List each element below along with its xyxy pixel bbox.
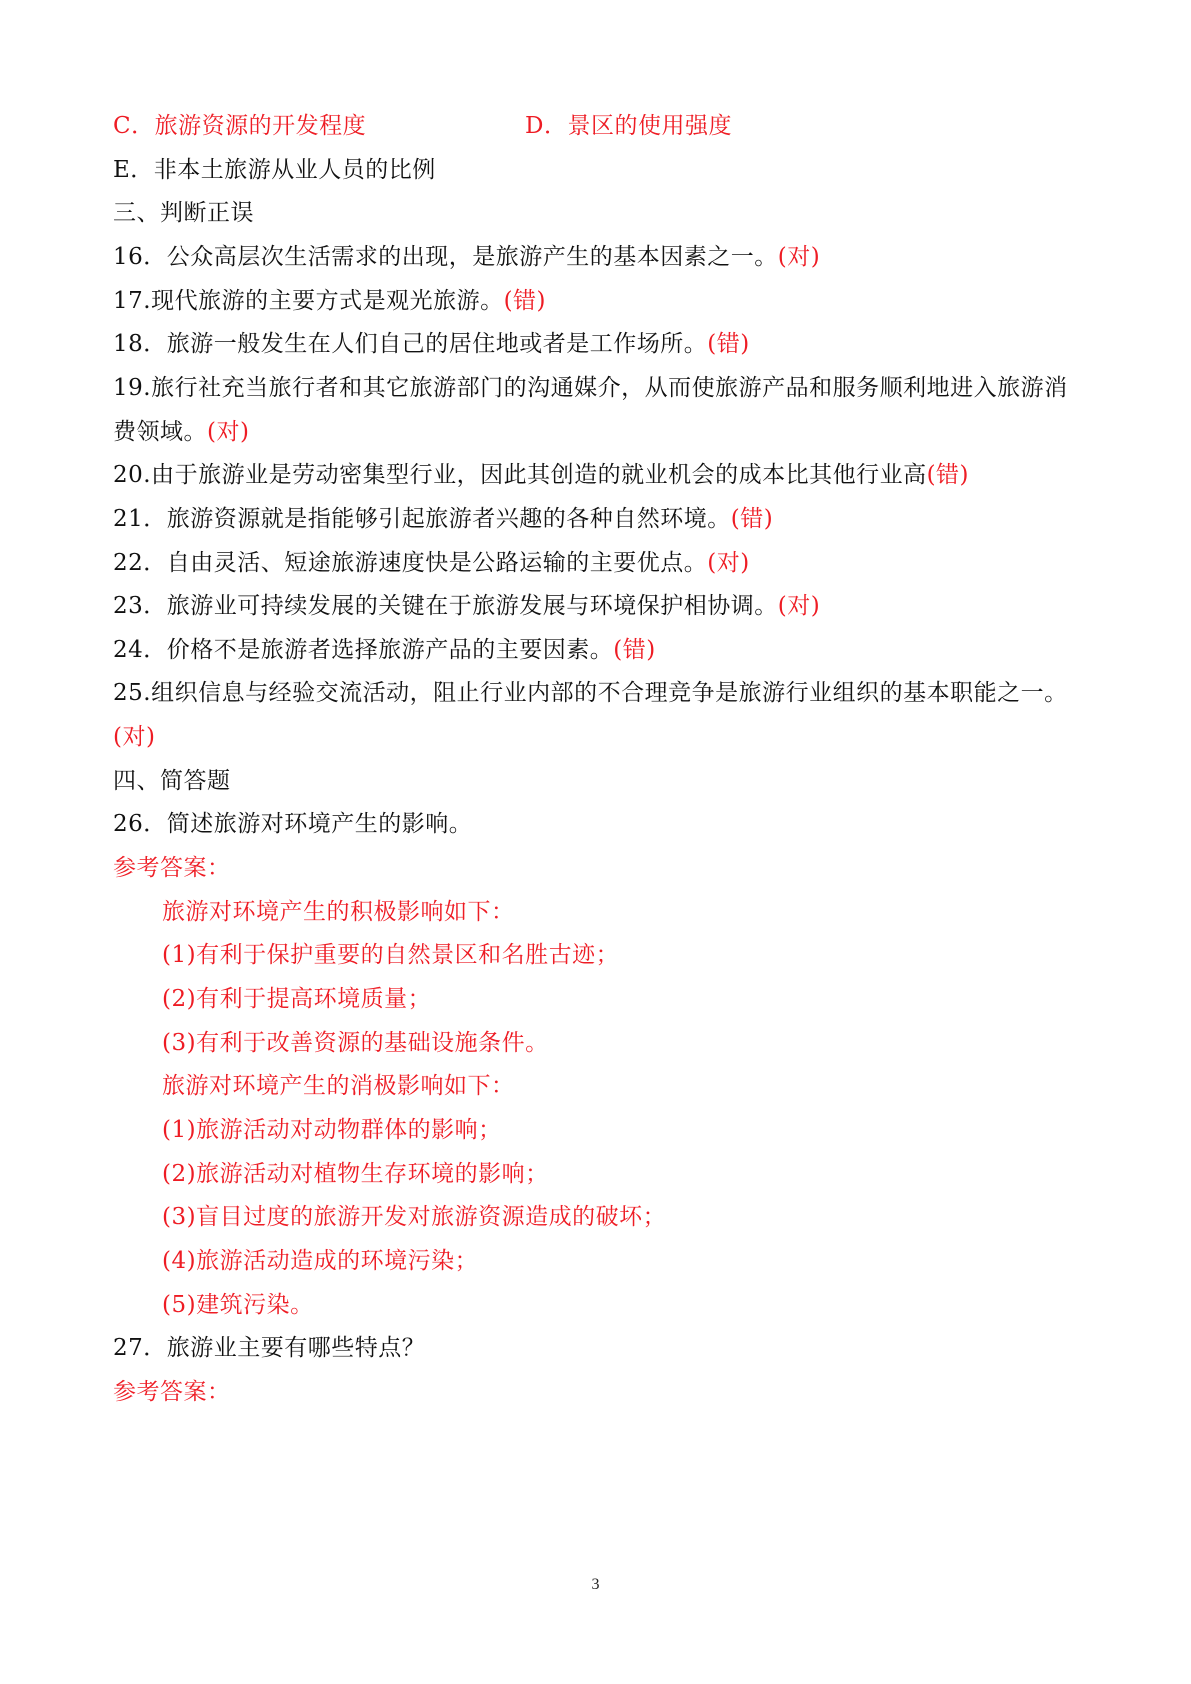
judgment-item xyxy=(113,459,969,491)
option-e: E．非本土旅游从业人员的比例 xyxy=(113,157,436,183)
question-27: 27．旅游业主要有哪些特点？ xyxy=(113,1335,426,1361)
judgment-text: 20.由于旅游业是劳动密集型行业，因此其创造的就业机会的成本比其他行业高 xyxy=(113,462,927,488)
page-number: 3 xyxy=(591,1576,600,1593)
judgment-answer: (对) xyxy=(207,419,250,445)
judgment-item xyxy=(113,285,546,317)
negative-title: 旅游对环境产生的消极影响如下： xyxy=(162,1073,515,1099)
list-item: (2)有利于提高环境质量； xyxy=(162,986,432,1012)
positive-title: 旅游对环境产生的积极影响如下： xyxy=(162,899,515,925)
judgment-item xyxy=(113,328,750,360)
judgment-answer: (对) xyxy=(707,550,750,576)
judgment-text: 23．旅游业可持续发展的关键在于旅游发展与环境保护相协调。 xyxy=(113,593,778,619)
judgment-answer: (对) xyxy=(113,724,156,750)
list-item: (5)建筑污染。 xyxy=(162,1292,314,1318)
judgment-item xyxy=(113,241,820,273)
judgment-item xyxy=(113,503,773,535)
judgment-text: 16．公众高层次生活需求的出现，是旅游产生的基本因素之一。 xyxy=(113,244,778,270)
judgment-text: 17.现代旅游的主要方式是观光旅游。 xyxy=(113,288,504,314)
judgment-answer: (错) xyxy=(707,331,750,357)
section-title-judgment: 三、判断正误 xyxy=(113,200,254,226)
list-item: (3)盲目过度的旅游开发对旅游资源造成的破坏； xyxy=(162,1204,667,1230)
question-26: 26．简述旅游对环境产生的影响。 xyxy=(113,811,473,837)
judgment-item xyxy=(113,416,249,448)
judgment-text-cont: 费领域。 xyxy=(113,419,207,445)
judgment-text: 21．旅游资源就是指能够引起旅游者兴趣的各种自然环境。 xyxy=(113,506,731,532)
judgment-text: 19.旅行社充当旅行者和其它旅游部门的沟通媒介，从而使旅游产品和服务顺利地进入旅游消 xyxy=(113,375,1068,401)
answer-label: 参考答案： xyxy=(113,855,231,881)
judgment-answer: (对) xyxy=(777,244,821,270)
judgment-text: 22．自由灵活、短途旅游速度快是公路运输的主要优点。 xyxy=(113,550,708,576)
judgment-item xyxy=(113,547,750,579)
judgment-answer: (错) xyxy=(730,506,774,532)
judgment-text: 24．价格不是旅游者选择旅游产品的主要因素。 xyxy=(113,637,614,663)
answer-label: 参考答案： xyxy=(113,1379,231,1405)
judgment-answer: (错) xyxy=(926,462,970,488)
option-row-cd xyxy=(113,110,732,142)
judgment-item xyxy=(113,634,656,666)
list-item: (2)旅游活动对植物生存环境的影响； xyxy=(162,1161,549,1187)
list-item: (1)旅游活动对动物群体的影响； xyxy=(162,1117,502,1143)
judgment-answer: (对) xyxy=(777,593,821,619)
option-c: C．旅游资源的开发程度 xyxy=(113,113,367,139)
judgment-text: 25.组织信息与经验交流活动，阻止行业内部的不合理竞争是旅游行业组织的基本职能之一。 xyxy=(113,680,1068,706)
judgment-text: 18．旅游一般发生在人们自己的居住地或者是工作场所。 xyxy=(113,331,708,357)
judgment-answer: (错) xyxy=(503,288,547,314)
option-d: D．景区的使用强度 xyxy=(525,113,732,139)
list-item: (3)有利于改善资源的基础设施条件。 xyxy=(162,1030,549,1056)
judgment-item xyxy=(113,590,820,622)
judgment-answer: (错) xyxy=(613,637,656,663)
list-item: (4)旅游活动造成的环境污染； xyxy=(162,1248,479,1274)
section-title-short-answer: 四、简答题 xyxy=(113,768,231,794)
list-item: (1)有利于保护重要的自然景区和名胜古迹； xyxy=(162,942,620,968)
